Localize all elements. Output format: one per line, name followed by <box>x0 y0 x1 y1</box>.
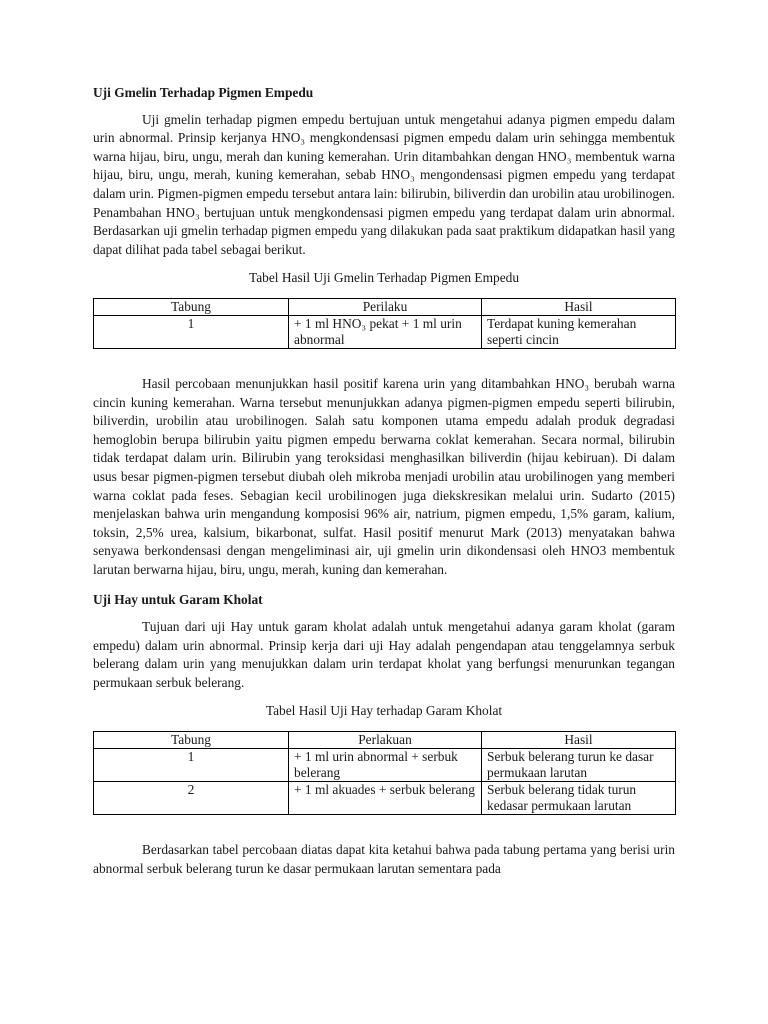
table-header: Tabung <box>94 732 289 749</box>
table-cell: + 1 ml urin abnormal + serbuk belerang <box>289 749 482 782</box>
table-hay <box>93 731 676 815</box>
table-row <box>94 782 676 815</box>
table-header: Tabung <box>94 298 289 315</box>
table-header: Perlakuan <box>289 732 482 749</box>
table-header-row <box>94 732 676 749</box>
table-row <box>94 315 676 348</box>
table-cell: 2 <box>94 782 289 815</box>
section-heading-hay: Uji Hay untuk Garam Kholat <box>93 592 263 608</box>
table-cell: 1 <box>94 315 289 348</box>
section-heading-gmelin: Uji Gmelin Terhadap Pigmen Empedu <box>93 85 314 100</box>
document-content <box>93 84 675 878</box>
table-cell: + 1 ml HNO₃ pekat + 1 ml urin abnormal <box>289 315 482 348</box>
table-caption-gmelin: Tabel Hasil Uji Gmelin Terhadap Pigmen Empedu <box>248 270 520 286</box>
paragraph-hay-discussion: Berdasarkan tabel percobaan diatas dapat kita ketahui bahwa pada tabung pertama yang berisi urin abnormal serbuk belerang turun ke dasar permukaan larutan sementara pada <box>93 842 675 876</box>
table-cell: 1 <box>94 749 289 782</box>
table-cell: Serbuk belerang turun ke dasar permukaan larutan <box>482 749 676 782</box>
table-row <box>94 749 676 782</box>
table-cell: + 1 ml akuades + serbuk belerang <box>289 782 482 815</box>
paragraph-gmelin-intro: Uji gmelin terhadap pigmen empedu bertujuan untuk mengetahui adanya pigmen empedu dalam urin abnormal. Prinsip kerjanya HNO₃ mengkondensasi pigmen empedu dalam urin sehingga membentuk warna hijau, biru, ungu, merah dan kuning kemerahan. Urin ditambahkan dengan HNO₃ membentuk warna hijau, biru, ungu, merah, kuning kemerahan, sebab HNO₃ mengondensasi pigmen empedu yang terdapat dalam urin. Pigmen-pigmen empedu tersebut antara lain: bilirubin, biliverdin dan urobilin atau urobilinogen. Penambahan HNO₃ bertujuan untuk mengkondensasi pigmen empedu yang terdapat dalam urin abnormal. Berdasarkan uji gmelin terhadap pigmen empedu yang dilakukan pada saat praktikum didapatkan hasil yang dapat dilihat pada tabel sebagai berikut. <box>93 111 675 257</box>
table-header: Hasil <box>482 298 676 315</box>
table-cell: Serbuk belerang tidak turun kedasar permukaan larutan <box>482 782 676 815</box>
table-header: Hasil <box>482 732 676 749</box>
table-header-row <box>94 298 676 315</box>
table-gmelin <box>93 298 676 349</box>
table-cell: Terdapat kuning kemerahan seperti cincin <box>482 315 676 348</box>
table-header: Perilaku <box>289 298 482 315</box>
paragraph-hay-intro: Tujuan dari uji Hay untuk garam kholat adalah untuk mengetahui adanya garam kholat (garam empedu) dalam urin abnormal. Prinsip kerja dari uji Hay adalah pengendapan atau tenggelamnya serbuk belerang dalam urin yang menujukkan dalam urin terdapat kholat yang berfungsi menurunkan tegangan permukaan serbuk belerang. <box>93 619 675 690</box>
paragraph-gmelin-discussion: Hasil percobaan menunjukkan hasil positif karena urin yang ditambahkan HNO₃ berubah warna cincin kuning kemerahan. Warna tersebut menunjukkan adanya pigmen-pigmen empedu seperti bilirubin, biliverdin, urobilin atau urobilinogen. Salah satu komponen utama empedu adalah produk degradasi hemoglobin berupa bilirubin yaitu pigmen empedu berwarna coklat kemerahan. Secara normal, bilirubin tidak terdapat dalam urin. Bilirubin yang teroksidasi menghasilkan biliverdin (hijau kebiruan). Di dalam usus besar pigmen-pigmen tersebut diubah oleh mikroba menjadi urobilin atau urobilinogen yang memberi warna coklat pada feses. Sebagian kecil urobilinogen juga diekskresikan melalui urin. Sudarto (2015) menjelaskan bahwa urin mengandung komposisi 96% air, natrium, pigmen empedu, 1,5% garam, kalium, toksin, 2,5% urea, kalsium, bikarbonat, sulfat. Hasil positif menurut Mark (2013) menyatakan bahwa senyawa berkondensasi dengan mengeliminasi air, uji gmelin urin dikondensasi oleh HNO3 membentuk larutan berwarna hijau, biru, ungu, merah, kuning dan kemerahan. <box>93 375 675 577</box>
table-caption-hay: Tabel Hasil Uji Hay terhadap Garam Kholat <box>265 703 503 719</box>
